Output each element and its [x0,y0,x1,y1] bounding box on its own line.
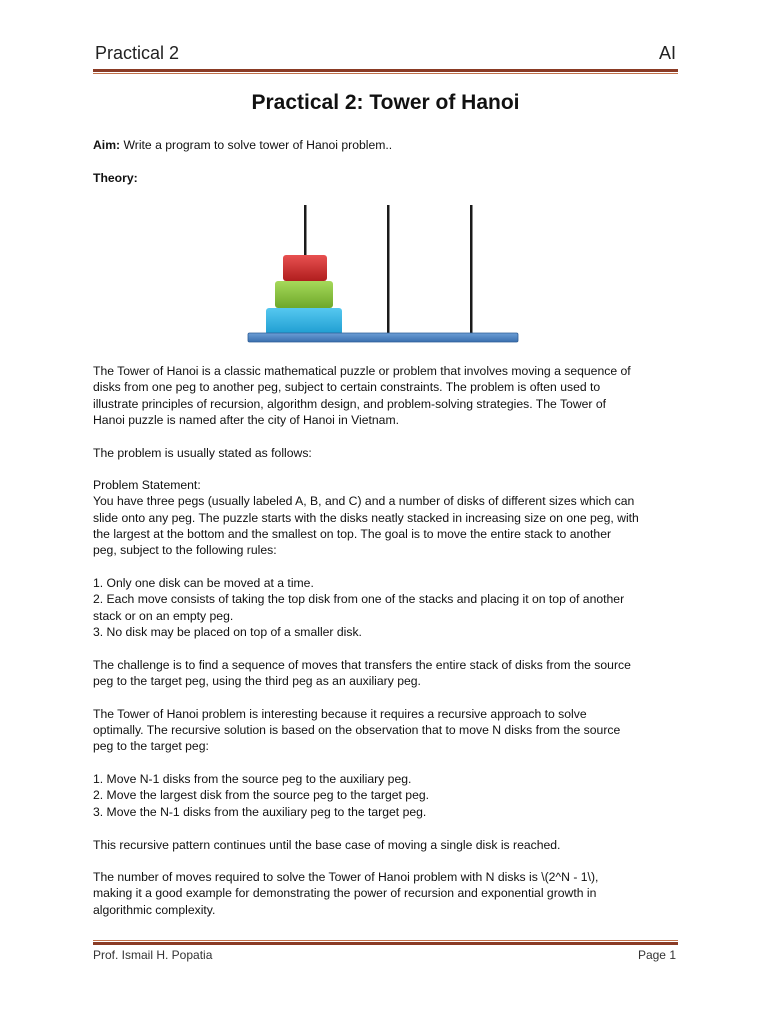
para7-line: The number of moves required to solve the Tower of Hanoi problem with N disks is \(2^N - 1\), [93,870,599,884]
rule-item: 2. Each move consists of taking the top disk from one of the stacks and placing it on top of another [93,592,625,606]
peg-c [470,205,473,335]
para1-line: Hanoi puzzle is named after the city of Hanoi in Vietnam. [93,413,399,427]
header-subject: AI [658,43,676,63]
disk-small [283,255,327,281]
peg-b [387,205,390,335]
footer-page-number: Page 1 [637,948,676,962]
aim-label: Aim: [93,138,121,152]
para7-line: algorithmic complexity. [93,903,216,917]
para3-line: peg, subject to the following rules: [93,543,277,557]
para3-line: slide onto any peg. The puzzle starts with the disks neatly stacked in increasing size on one peg, with [93,511,639,525]
footer-rule-thin [93,940,678,941]
para3-line: You have three pegs (usually labeled A, B, and C) and a number of disks of different sizes which can [93,494,635,508]
para1-line: The Tower of Hanoi is a classic mathematical puzzle or problem that involves moving a sequence of [93,364,631,378]
header-rule-thick [93,69,678,72]
para5-line: peg to the target peg: [93,739,209,753]
para1-line: disks from one peg to another peg, subject to certain constraints. The problem is often used to [93,380,601,394]
para4-line: peg to the target peg, using the third peg as an auxiliary peg. [93,674,421,688]
disk-large [266,308,342,335]
problem-statement-heading: Problem Statement: [93,478,201,492]
header-rule-thin [93,73,678,74]
aim-line [93,137,392,153]
footer-author: Prof. Ismail H. Popatia [93,948,213,962]
para6-line: This recursive pattern continues until the base case of moving a single disk is reached. [93,838,561,852]
tower-of-hanoi-diagram [238,200,524,346]
step-item: 3. Move the N-1 disks from the auxiliary peg to the target peg. [93,805,427,819]
step-item: 1. Move N-1 disks from the source peg to the auxiliary peg. [93,772,412,786]
para7-line: making it a good example for demonstrating the power of recursion and exponential growth in [93,886,597,900]
footer-rule-thick [93,942,678,945]
rule-item: stack or on an empty peg. [93,609,234,623]
base-board [248,333,518,342]
disk-medium [275,281,333,308]
aim-text: Write a program to solve tower of Hanoi problem.. [120,138,393,152]
para5-line: The Tower of Hanoi problem is interesting because it requires a recursive approach to solve [93,707,587,721]
page-header [93,43,678,65]
page-title: Practical 2: Tower of Hanoi [251,91,520,114]
para5-line: optimally. The recursive solution is based on the observation that to move N disks from the source [93,723,621,737]
rule-item: 3. No disk may be placed on top of a smaller disk. [93,625,362,639]
rule-item: 1. Only one disk can be moved at a time. [93,576,314,590]
para2-line: The problem is usually stated as follows: [93,446,312,460]
theory-label: Theory: [93,171,138,185]
para1-line: illustrate principles of recursion, algorithm design, and problem-solving strategies. The Tower of [93,397,607,411]
header-practical: Practical 2 [95,43,180,63]
para3-line: the largest at the bottom and the smallest on top. The goal is to move the entire stack to another [93,527,612,541]
step-item: 2. Move the largest disk from the source peg to the target peg. [93,788,430,802]
para4-line: The challenge is to find a sequence of moves that transfers the entire stack of disks from the source [93,658,631,672]
